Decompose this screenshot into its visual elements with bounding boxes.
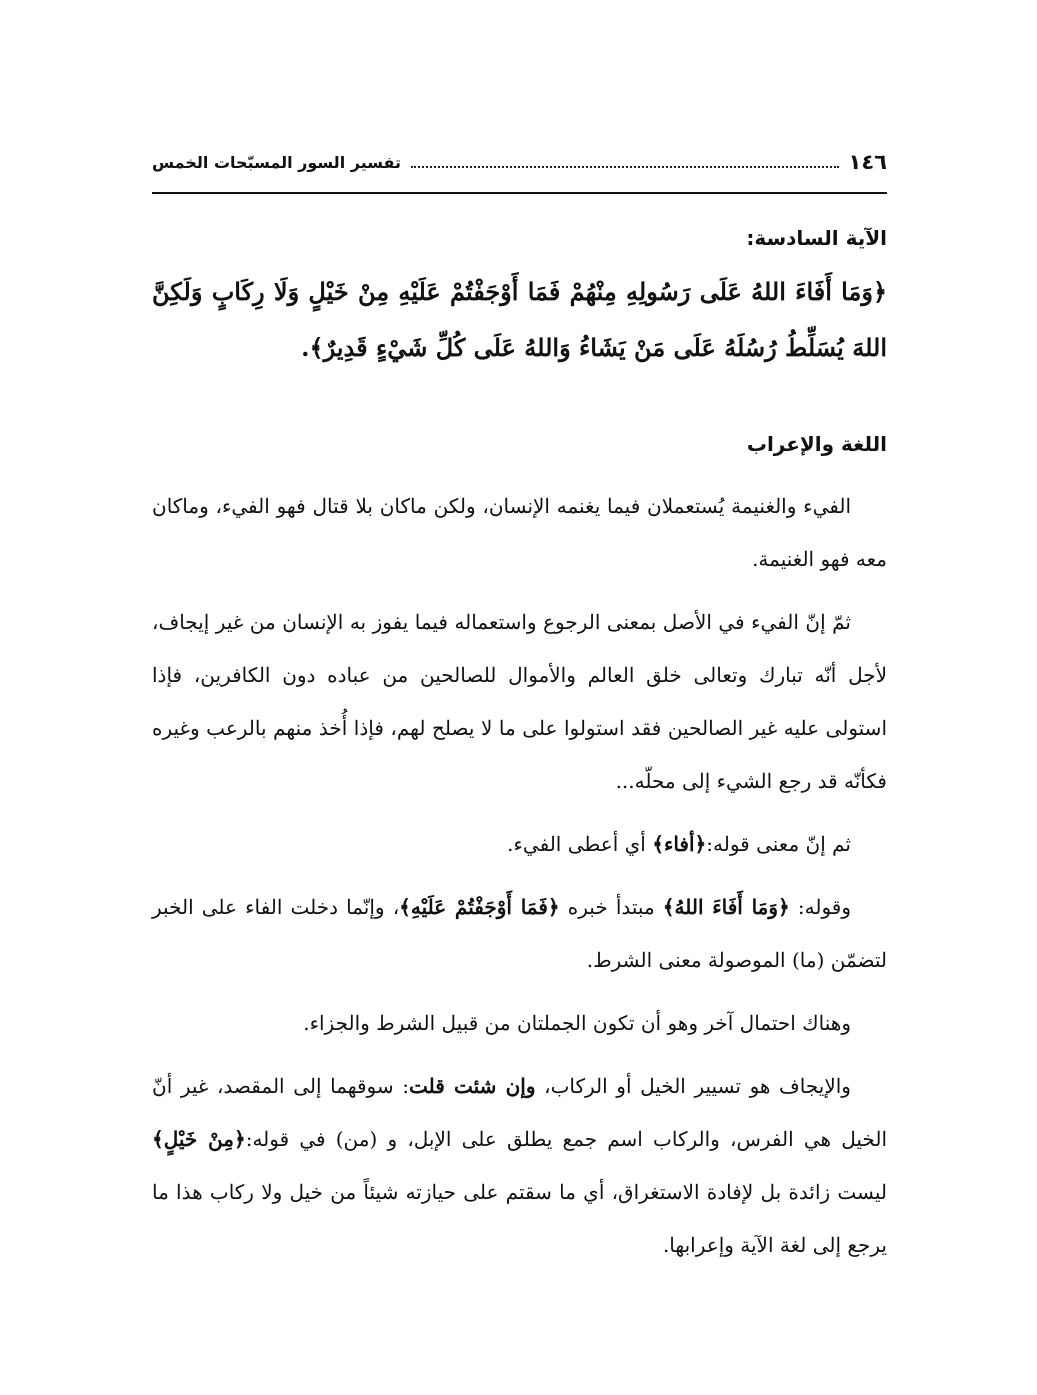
verse-open-bracket: ﴿ — [872, 277, 887, 306]
page-header — [152, 150, 887, 174]
language-heading: اللغة والإعراب — [746, 432, 887, 456]
language-section — [152, 424, 887, 1272]
p3-quote: ﴿أفاء﴾ — [652, 832, 707, 856]
paragraph-5: وهناك احتمال آخر وهو أن تكون الجملتان من قبيل الشرط والجزاء. — [303, 1011, 851, 1035]
paragraph-2: ثمّ إنّ الفيء في الأصل بمعنى الرجوع واستعماله فيما يفوز به الإنسان من غير إيجاف، لأجل أنّه تبارك وتعالى خلق العالم والأموال للصالحين من عباده دون الكافرين، فإذا استولى عليه غير الصالحين فقد استولوا على ما لا يصلح لهم، فإذا أُخذ منهم بالرعب وغيره فكأنّه قد رجع الشيء إلى محلّه... — [152, 610, 887, 793]
p3-after: أي أعطى الفيء. — [507, 832, 653, 856]
paragraph-3 — [152, 818, 887, 871]
verse-text: وَمَا أَفَاءَ اللهُ عَلَى رَسُولِهِ مِنْهُمْ فَمَا أَوْجَفْتُمْ عَلَيْهِ مِنْ خَيْلٍ وَلَا رِكَابٍ وَلَكِنَّ اللهَ يُسَلِّطُ رُسُلَهُ عَلَى مَنْ يَشَاءُ وَاللهُ عَلَى كُلِّ شَيْءٍ قَدِيرٌ — [152, 277, 887, 362]
p4-quote-2: ﴿فَمَا أَوْجَفْتُمْ عَلَيْهِ﴾ — [399, 895, 560, 919]
p3-before: ثم إنّ معنى قوله: — [706, 832, 851, 856]
verse-close-bracket: ﴾. — [301, 333, 324, 362]
p4-before: وقوله: — [789, 895, 852, 919]
verse-heading: الآية السادسة: — [746, 226, 887, 250]
p6-bold: وإن شئت قلت — [408, 1074, 536, 1098]
header-rule — [152, 192, 887, 194]
header-dotted-leader — [411, 166, 839, 168]
verse-block — [152, 264, 887, 376]
paragraph-1: الفيء والغنيمة يُستعملان فيما يغنمه الإنسان، ولكن ماكان بلا قتال فهو الفيء، وماكان معه فهو الغنيمة. — [152, 494, 887, 571]
p6-quote: ﴿مِنْ خَيْلٍ﴾ — [152, 1127, 246, 1151]
p6-end: ليست زائدة بل لإفادة الاستغراق، أي ما سقتم على حيازته شيئاً من خيل ولا ركاب هذا ما يرجع إلى لغة الآية وإعرابها. — [152, 1180, 887, 1257]
paragraph-4 — [152, 881, 887, 987]
p4-after: ، وإنّما دخلت الفاء على الخبر لتضمّن (ما) الموصولة معنى الشرط. — [152, 895, 887, 972]
paragraph-6 — [152, 1060, 887, 1272]
running-title: تفسير السور المسبّحات الخمس — [152, 152, 402, 172]
page-number: ١٤٦ — [848, 150, 887, 174]
p6-after: : سوقهما إلى المقصد، غير أنّ الخيل هي الفرس، والركاب اسم جمع يطلق على الإبل، و (من) في قوله: — [152, 1074, 887, 1151]
p4-quote-1: ﴿وَمَا أَفَاءَ اللهُ﴾ — [662, 895, 790, 919]
p4-middle: مبتدأ خبره — [559, 895, 663, 919]
page-body — [152, 218, 887, 1272]
p6-before: والإيجاف هو تسيير الخيل أو الركاب، — [535, 1074, 851, 1098]
